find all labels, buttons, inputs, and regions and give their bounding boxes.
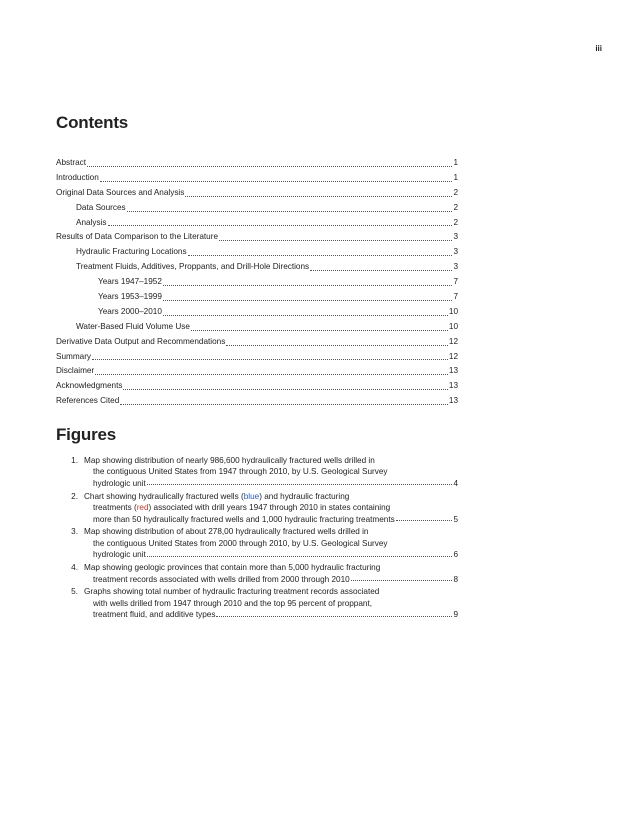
toc-entry[interactable] — [56, 290, 458, 305]
toc-entry-page: 10 — [448, 306, 458, 316]
figure-page-number: 8 — [453, 574, 458, 584]
dot-leader — [95, 374, 448, 375]
dot-leader — [163, 315, 448, 316]
dot-leader — [108, 225, 453, 226]
toc-entry[interactable] — [56, 230, 458, 245]
figure-caption-line: Graphs showing total number of hydraulic fracturing treatment records associated — [84, 587, 380, 597]
toc-entry-label: Water-Based Fluid Volume Use — [76, 321, 190, 331]
toc-entry-label: Years 1953–1999 — [98, 292, 162, 302]
toc-entry-label: Acknowledgments — [56, 381, 123, 391]
toc-entry[interactable] — [56, 216, 458, 231]
figure-number: 4. — [71, 563, 78, 573]
dot-leader — [123, 389, 447, 390]
figure-page-number: 5 — [453, 514, 458, 524]
figure-number: 2. — [71, 491, 78, 501]
toc-entry-label: Years 2000–2010 — [98, 306, 162, 316]
toc-entry-label: Data Sources — [76, 202, 126, 212]
figure-caption-line: treatment fluid, and additive types — [93, 610, 216, 620]
caption-text: ) associated with drill years 1947 through 2010 in states containing — [148, 503, 391, 513]
toc-entry[interactable] — [56, 350, 458, 365]
toc-entry-label: Hydraulic Fracturing Locations — [76, 247, 187, 257]
figure-caption-line: with wells drilled from 1947 through 2010 and the top 95 percent of proppant, — [93, 598, 373, 608]
dot-leader — [310, 270, 452, 271]
toc-entry[interactable] — [56, 156, 458, 171]
toc-entry-page: 7 — [453, 292, 458, 302]
figure-number: 5. — [71, 587, 78, 597]
table-of-contents — [56, 156, 458, 409]
dot-leader — [188, 255, 453, 256]
figure-number: 1. — [71, 456, 78, 465]
toc-entry-page: 3 — [453, 232, 458, 242]
toc-entry-page: 1 — [453, 158, 458, 167]
toc-entry-page: 2 — [453, 187, 458, 197]
toc-entry-page: 2 — [453, 217, 458, 227]
dot-leader — [219, 240, 452, 241]
toc-entry-page: 7 — [453, 277, 458, 287]
figure-caption-line: Map showing distribution of about 278,00 hydraulically fractured wells drilled in — [84, 527, 369, 537]
figure-caption-line: treatment records associated with wells drilled from 2000 through 2010 — [93, 574, 350, 584]
toc-entry-label: Analysis — [76, 217, 107, 227]
dot-leader — [127, 211, 453, 212]
dot-leader — [396, 520, 453, 521]
blue-label: blue — [243, 491, 260, 501]
toc-entry[interactable] — [56, 394, 458, 409]
toc-entry-page: 1 — [453, 172, 458, 182]
toc-entry-label: References Cited — [56, 396, 120, 406]
dot-leader — [185, 196, 452, 197]
figure-page-number: 4 — [453, 478, 458, 488]
red-label: red — [136, 503, 149, 513]
toc-entry-label: Derivative Data Output and Recommendations — [56, 336, 226, 346]
toc-entry[interactable] — [56, 275, 458, 290]
dot-leader — [163, 300, 453, 301]
toc-entry-label: Years 1947–1952 — [98, 277, 162, 287]
toc-entry-label: Summary — [56, 351, 92, 361]
toc-entry[interactable] — [56, 245, 458, 260]
page-number: iii — [595, 44, 602, 53]
figure-page-number: 6 — [453, 550, 458, 560]
toc-entry-label: Treatment Fluids, Additives, Proppants, and Drill-Hole Directions — [76, 262, 310, 272]
toc-entry-page: 3 — [453, 262, 458, 272]
dot-leader — [147, 484, 453, 485]
toc-entry[interactable] — [56, 186, 458, 201]
toc-entry[interactable] — [56, 379, 458, 394]
figure-number: 3. — [71, 527, 78, 537]
toc-entry-label: Abstract — [56, 158, 87, 167]
caption-text: treatments ( — [93, 503, 137, 513]
dot-leader — [92, 359, 448, 360]
toc-entry[interactable] — [56, 260, 458, 275]
toc-entry-label: Disclaimer — [56, 366, 95, 376]
dot-leader — [351, 580, 453, 581]
toc-entry-page: 13 — [448, 366, 458, 376]
figure-caption-line: Map showing geologic provinces that contain more than 5,000 hydraulic fracturing — [84, 563, 381, 573]
figure-caption-line: Map showing distribution of nearly 986,600 hydraulically fractured wells drilled in — [84, 456, 375, 465]
toc-entry-page: 12 — [448, 351, 458, 361]
figure-entry-3[interactable] — [56, 526, 458, 560]
figure-entry-4[interactable] — [56, 562, 458, 585]
toc-entry[interactable] — [56, 171, 458, 186]
figure-entry-1[interactable] — [56, 455, 458, 489]
figure-caption-line: the contiguous United States from 2000 through 2010, by U.S. Geological Survey — [93, 538, 388, 548]
figures-heading: Figures — [56, 425, 117, 444]
toc-entry-page: 3 — [453, 247, 458, 257]
caption-text: Chart showing hydraulically fractured wells ( — [84, 491, 244, 501]
figure-entry-2[interactable] — [56, 491, 458, 525]
dot-leader — [100, 181, 453, 182]
figure-page-number: 9 — [453, 610, 458, 620]
dot-leader — [226, 345, 448, 346]
list-of-figures — [56, 455, 458, 622]
figure-caption-line: the contiguous United States from 1947 through 2010, by U.S. Geological Survey — [93, 467, 388, 477]
figure-caption-line — [84, 502, 458, 513]
dot-leader — [216, 616, 452, 617]
toc-entry-page: 13 — [448, 396, 458, 406]
dot-leader — [163, 285, 453, 286]
toc-entry[interactable] — [56, 320, 458, 335]
figure-caption-line — [84, 491, 458, 502]
dot-leader — [87, 166, 452, 167]
figure-caption-line: more than 50 hydraulically fractured wells and 1,000 hydraulic fracturing treatments — [93, 514, 395, 524]
toc-entry-page: 10 — [448, 321, 458, 331]
toc-entry[interactable] — [56, 201, 458, 216]
toc-entry-page: 13 — [448, 381, 458, 391]
toc-entry-label: Original Data Sources and Analysis — [56, 187, 185, 197]
toc-entry[interactable] — [56, 305, 458, 320]
caption-text: ) and hydraulic fracturing — [259, 491, 350, 501]
dot-leader — [120, 404, 448, 405]
figure-caption-line: hydrologic unit — [93, 478, 146, 488]
figure-entry-5[interactable] — [56, 586, 458, 620]
toc-entry[interactable] — [56, 364, 458, 379]
dot-leader — [147, 556, 453, 557]
toc-entry-label: Introduction — [56, 172, 99, 182]
toc-entry-page: 2 — [453, 202, 458, 212]
toc-entry-page: 12 — [448, 336, 458, 346]
figure-caption-line: hydrologic unit — [93, 550, 146, 560]
toc-entry-label: Results of Data Comparison to the Literature — [56, 232, 219, 242]
toc-entry[interactable] — [56, 335, 458, 350]
contents-heading: Contents — [56, 113, 129, 132]
dot-leader — [191, 330, 448, 331]
